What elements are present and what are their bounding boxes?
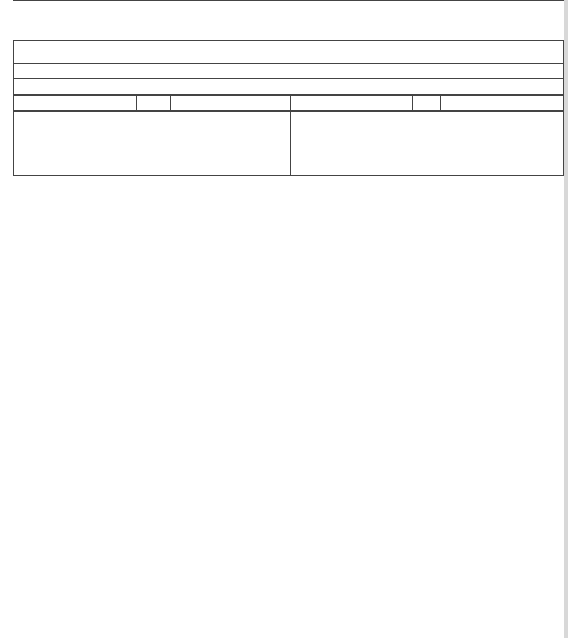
remarks-cell (14, 112, 290, 176)
team-sign-cell (290, 112, 563, 176)
scrollbar-track[interactable] (564, 0, 568, 638)
form-code (14, 64, 563, 79)
table-header-row (14, 96, 563, 111)
balance-sheet (13, 40, 564, 176)
col-value (170, 96, 290, 111)
col-row-no-2 (412, 96, 440, 111)
report-header (14, 79, 563, 95)
col-liability (290, 96, 412, 111)
report-title (14, 41, 563, 64)
col-row-no (136, 96, 170, 111)
col-value-2 (440, 96, 563, 111)
preparer-area (13, 0, 564, 1)
balance-table (14, 95, 563, 111)
col-asset (14, 96, 136, 111)
footer-table (14, 111, 563, 176)
